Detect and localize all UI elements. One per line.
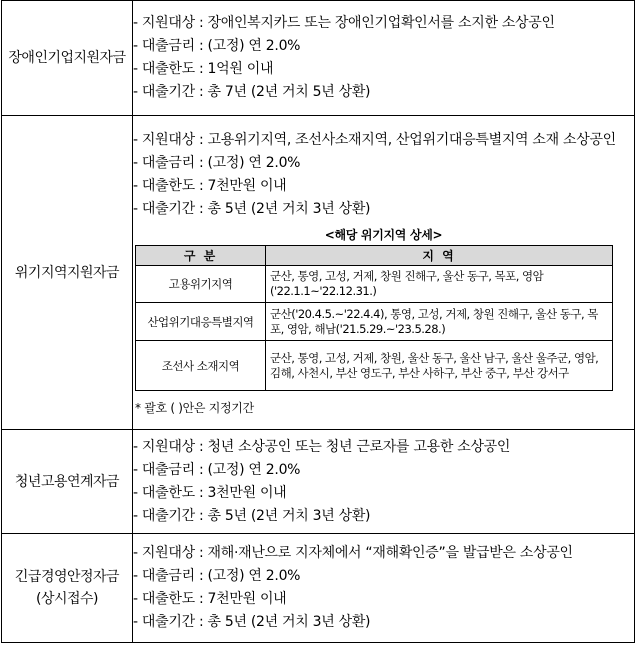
detail-line: - 지원대상 : 고용위기지역, 조선사소재지역, 산업위기대응특별지역 소재 소상공인 [133,132,616,148]
region-areas: 군산, 통영, 고성, 거제, 창원, 울산 동구, 울산 남구, 울산 울주군, 영암, 김해, 사천시, 부산 영도구, 부산 사하구, 부산 중구, 부산 강서구 [266,341,613,391]
crisis-region-detail-title: <해당 위기지역 상세> [324,228,443,242]
detail-line: - 대출한도 : 3천만원 이내 [133,484,287,501]
crisis-region-table [135,245,613,391]
detail-line: - 대출기간 : 총 5년 (2년 거치 3년 상환) [133,201,371,217]
detail-line: - 대출기간 : 총 5년 (2년 거치 3년 상환) [133,614,371,630]
detail-line: - 대출한도 : 7천만원 이내 [133,591,287,607]
header-category: 구 분 [136,246,266,266]
program-row [2,534,635,643]
program-name: 긴급경영안정자금 [14,569,120,585]
detail-line: - 지원대상 : 재해·재난으로 지자체에서 “재해확인증”을 발급받은 소상공인 [133,545,573,561]
region-type: 산업위기대응특별지역 [136,303,266,341]
program-name: 위기지역지원자금 [2,116,133,430]
crisis-region-row [136,266,613,303]
region-type: 고용위기지역 [136,266,266,303]
region-areas: 군산('20.4.5.~'22.4.4), 통영, 고성, 거제, 창원 진해구, 울산 동구, 목포, 영암, 해남('21.5.29.~'23.5.28.) [266,303,613,341]
loan-program-table [1,0,635,643]
detail-line: - 지원대상 : 장애인복지카드 또는 장애인기업확인서를 소지한 소상공인 [133,15,555,31]
detail-line: - 지원대상 : 청년 소상공인 또는 청년 근로자를 고용한 소상공인 [133,438,511,455]
crisis-region-row [136,341,613,391]
detail-line: - 대출금리 : (고정) 연 2.0% [133,38,301,54]
region-type: 조선사 소재지역 [136,341,266,391]
crisis-region-header-row [136,246,613,266]
detail-line: - 대출한도 : 1억원 이내 [133,61,274,77]
program-detail [133,534,635,643]
program-name: 청년고용연계자금 [2,430,133,534]
program-detail [133,430,635,534]
detail-line: - 대출금리 : (고정) 연 2.0% [133,461,301,478]
detail-line: - 대출한도 : 7천만원 이내 [133,178,287,194]
program-row [2,1,635,116]
crisis-region-row [136,303,613,341]
period-note: * 괄호 ( )안은 지정기간 [135,401,254,415]
detail-line: - 대출금리 : (고정) 연 2.0% [133,155,301,171]
program-name-sub: (상시접수) [35,591,99,607]
program-row [2,116,635,430]
program-detail [133,116,635,430]
program-detail [133,1,635,116]
program-row [2,430,635,534]
program-name-cell [2,534,133,643]
detail-line: - 대출기간 : 총 5년 (2년 거치 3년 상환) [133,507,371,524]
detail-line: - 대출기간 : 총 7년 (2년 거치 5년 상환) [133,84,371,100]
region-areas: 군산, 통영, 고성, 거제, 창원 진해구, 울산 동구, 목포, 영암('22.1.1~'22.12.31.) [266,266,613,303]
detail-line: - 대출금리 : (고정) 연 2.0% [133,568,301,584]
header-region: 지 역 [266,246,613,266]
program-name: 장애인기업지원자금 [2,1,133,116]
